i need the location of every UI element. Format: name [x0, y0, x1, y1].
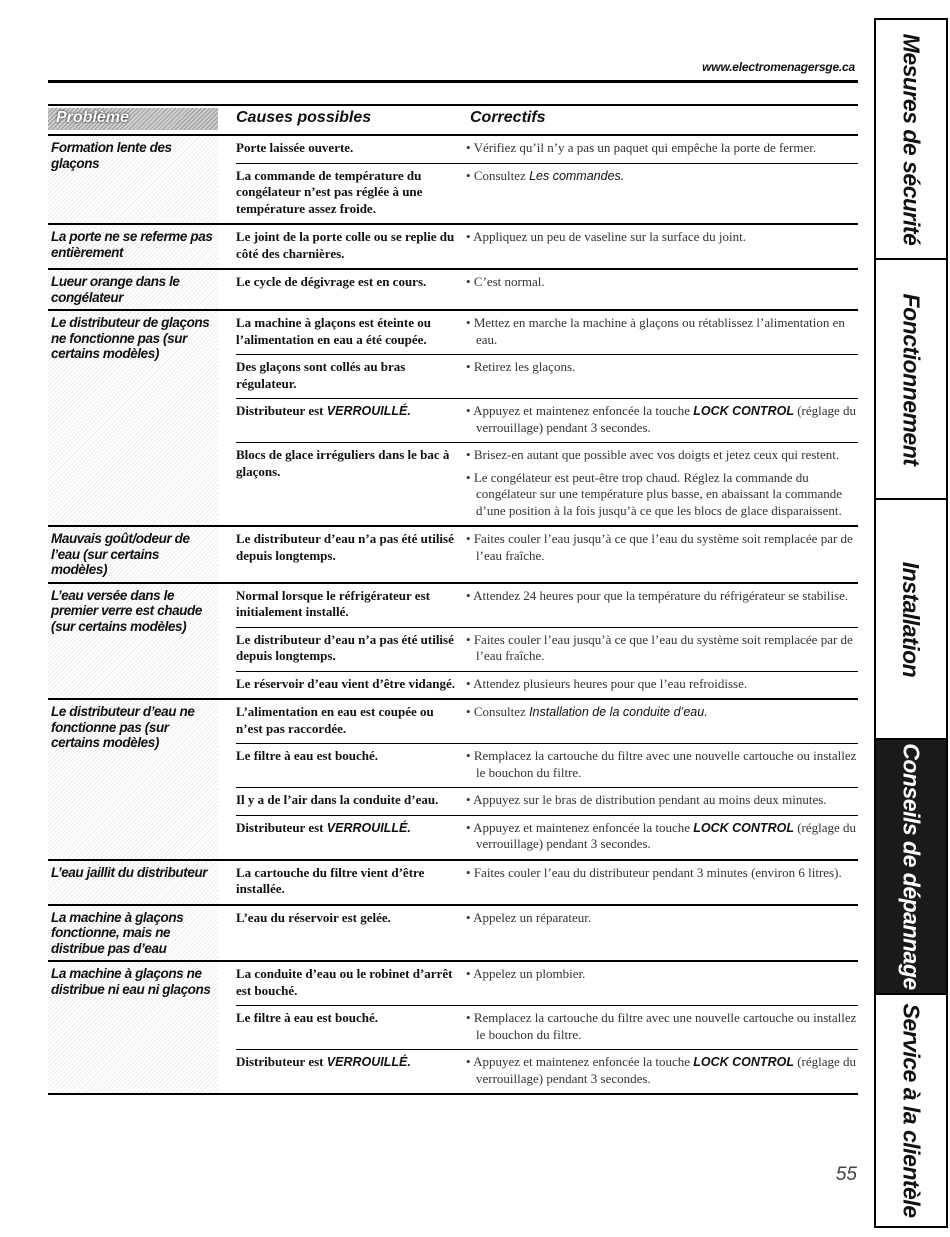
- cause-text: Distributeur est: [236, 403, 327, 418]
- fix-text: (réglage du verrouillage) pendant 3 secondes.: [476, 403, 857, 435]
- fix-item: • C’est normal.: [466, 274, 545, 289]
- table-row: [236, 788, 858, 816]
- fix-cell: [466, 632, 858, 665]
- cause-locked: VERROUILLÉ.: [326, 1055, 411, 1069]
- tab-label: Conseils de dépannage: [898, 743, 925, 990]
- fix-text: Appuyez et maintenez enfoncée la touche: [473, 1054, 694, 1069]
- troubleshooting-table: [48, 104, 858, 1095]
- table-header: [48, 104, 858, 136]
- problem-group: [48, 136, 858, 225]
- table-row: [236, 1006, 858, 1050]
- cause-rows: [218, 136, 858, 223]
- table-row: [236, 355, 858, 399]
- cause-cell: Normal lorsque le réfrigérateur est initialement installé.: [236, 587, 430, 619]
- table-row: [236, 906, 858, 933]
- fix-text: Consultez: [473, 704, 530, 719]
- fix-item: • Remplacez la cartouche du filtre avec une nouvelle cartouche ou installez le bouchon du filtre.: [466, 1010, 857, 1042]
- fix-reference: Les commandes.: [529, 168, 625, 183]
- cause-cell: La commande de température du congélateur n’est pas réglée à une température assez froide.: [236, 167, 423, 216]
- cause-cell: Blocs de glace irréguliers dans le bac à glaçons.: [236, 447, 450, 479]
- fix-item: • Remplacez la cartouche du filtre avec une nouvelle cartouche ou installez le bouchon du filtre.: [466, 748, 857, 780]
- table-row: [236, 443, 858, 525]
- table-row: [236, 744, 858, 788]
- problem-group: [48, 962, 858, 1095]
- problem-group: [48, 584, 858, 701]
- cause-cell: Le réservoir d’eau vient d’être vidangé.: [236, 675, 456, 691]
- fix-item: • Le congélateur est peut-être trop chaud. Réglez la commande du congélateur sur une température plus basse, en abaissant la commande d’une position à la fois jusqu’à ce que les blocs de glace disparaissent.: [466, 469, 843, 518]
- cause-rows: [218, 700, 858, 859]
- fix-cell: [466, 359, 858, 392]
- table-row: [236, 1050, 858, 1093]
- fix-text: Appelez un plombier.: [473, 966, 586, 981]
- cause-text: Distributeur est: [236, 1054, 327, 1069]
- table-body: [48, 136, 858, 1095]
- problem-label: Le distributeur de glaçons ne fonctionne pas (sur certains modèles): [48, 311, 218, 525]
- problem-group: [48, 906, 858, 963]
- cause-rows: [218, 225, 858, 268]
- fix-key: LOCK CONTROL: [693, 820, 794, 835]
- cause-rows: [218, 962, 858, 1093]
- table-row: [236, 164, 858, 224]
- cause-locked: VERROUILLÉ.: [326, 404, 411, 418]
- tab-4[interactable]: [876, 995, 946, 1226]
- fix-text: Brisez-en autant que possible avec vos doigts et jetez ceux qui restent.: [473, 447, 840, 462]
- fix-cell: [466, 792, 858, 809]
- fix-text: Appelez un réparateur.: [473, 909, 592, 925]
- table-row: [236, 311, 858, 355]
- fix-item: • Appliquez un peu de vaseline sur la surface du joint.: [466, 229, 747, 244]
- problem-label: La machine à glaçons fonctionne, mais ne distribue pas d’eau: [48, 906, 218, 961]
- cause-cell: Le joint de la porte colle ou se replie du côté des charnières.: [236, 229, 455, 261]
- cause-rows: [218, 270, 858, 309]
- problem-label: L’eau jaillit du distributeur: [48, 861, 218, 904]
- fix-cell: [466, 1010, 858, 1043]
- fix-text: Faites couler l’eau jusqu’à ce que l’eau du système soit remplacée par de l’eau fraîche.: [473, 531, 853, 563]
- fix-text: Appuyez et maintenez enfoncée la touche: [473, 403, 694, 418]
- cause-cell: Il y a de l’air dans la conduite d’eau.: [236, 792, 439, 807]
- fix-text: Remplacez la cartouche du filtre avec une nouvelle cartouche ou installez le bouchon du filtre.: [473, 748, 857, 780]
- cause-cell: Des glaçons sont collés au bras régulateur.: [236, 359, 406, 391]
- table-row: [236, 225, 858, 268]
- fix-key: LOCK CONTROL: [693, 1055, 794, 1069]
- fix-text: Le congélateur est peut-être trop chaud. Réglez la commande du congélateur sur une température plus basse, en abaissant la commande d’une position à la fois jusqu’à ce que les blocs de glace disparaissent.: [473, 469, 843, 518]
- cause-locked: VERROUILLÉ.: [326, 820, 411, 835]
- fix-item: • Brisez-en autant que possible avec vos doigts et jetez ceux qui restent.: [466, 447, 840, 462]
- cause-cell: L’alimentation en eau est coupée ou n’est pas raccordée.: [236, 704, 434, 736]
- table-row: [236, 584, 858, 628]
- tab-0[interactable]: [876, 20, 946, 260]
- fix-item: • Mettez en marche la machine à glaçons ou rétablissez l’alimentation en eau.: [466, 315, 845, 347]
- fix-cell: [466, 229, 858, 262]
- table-row: [236, 270, 858, 297]
- header-fixes: Correctifs: [470, 109, 546, 126]
- header-problem: Problème: [56, 109, 129, 126]
- cause-cell: [236, 403, 466, 436]
- cause-cell: La cartouche du filtre vient d’être installée.: [236, 864, 425, 896]
- cause-cell: [236, 1054, 466, 1087]
- website-url: www.electromenagersge.ca: [702, 60, 855, 74]
- fix-item: • Faites couler l’eau jusqu’à ce que l’eau du système soit remplacée par de l’eau fraîche.: [466, 531, 853, 563]
- problem-group: [48, 527, 858, 584]
- fix-cell: [466, 140, 858, 157]
- fix-item: • Appelez un réparateur.: [466, 909, 592, 925]
- problem-group: [48, 270, 858, 311]
- problem-label: Mauvais goût/odeur de l’eau (sur certains modèles): [48, 527, 218, 582]
- table-row: [236, 628, 858, 672]
- fix-text: Attendez plusieurs heures pour que l’eau refroidisse.: [473, 675, 748, 691]
- fix-cell: [466, 531, 858, 564]
- cause-cell: La conduite d’eau ou le robinet d’arrêt est bouché.: [236, 966, 453, 998]
- cause-cell: Le cycle de dégivrage est en cours.: [236, 274, 427, 289]
- fix-text: Appliquez un peu de vaseline sur la surface du joint.: [473, 229, 747, 244]
- tab-label: Service à la clientèle: [898, 1003, 925, 1218]
- cause-rows: [218, 584, 858, 699]
- cause-rows: [218, 311, 858, 525]
- fix-text: Retirez les glaçons.: [473, 359, 576, 374]
- fix-cell: [466, 865, 858, 898]
- problem-group: [48, 861, 858, 906]
- tab-label: Installation: [898, 561, 925, 677]
- header-causes: Causes possibles: [236, 109, 372, 126]
- fix-cell: [466, 403, 858, 436]
- tab-label: Fonctionnement: [898, 293, 925, 465]
- problem-label: Lueur orange dans le congélateur: [48, 270, 218, 309]
- fix-reference: Installation de la conduite d’eau.: [529, 705, 708, 719]
- fix-key: LOCK CONTROL: [693, 404, 794, 418]
- cause-cell: L’eau du réservoir est gelée.: [236, 909, 391, 925]
- fix-item: • Appelez un plombier.: [466, 966, 586, 981]
- fix-item: • Consultez Installation de la conduite d’eau.: [466, 704, 708, 719]
- cause-rows: [218, 906, 858, 961]
- fix-cell: [466, 315, 858, 348]
- fix-item: • Attendez 24 heures pour que la température du réfrigérateur se stabilise.: [466, 587, 849, 603]
- cause-text: Distributeur est: [236, 819, 327, 835]
- table-row: [236, 399, 858, 443]
- table-row: [236, 672, 858, 699]
- fix-cell: [466, 676, 858, 693]
- tab-3[interactable]: [876, 740, 946, 995]
- cause-cell: Le filtre à eau est bouché.: [236, 1010, 379, 1025]
- fix-text: Remplacez la cartouche du filtre avec une nouvelle cartouche ou installez le bouchon du filtre.: [473, 1010, 857, 1042]
- cause-cell: La machine à glaçons est éteinte ou l’alimentation en eau a été coupée.: [236, 315, 431, 347]
- section-tabs: [874, 18, 948, 1228]
- cause-cell: Le distributeur d’eau n’a pas été utilisé depuis longtemps.: [236, 631, 454, 663]
- problem-label: L’eau versée dans le premier verre est chaude (sur certains modèles): [48, 584, 218, 699]
- fix-item: • Appuyez et maintenez enfoncée la touche LOCK CONTROL (réglage du verrouillage) pendant 3 secondes.: [466, 1054, 857, 1086]
- fix-text: Vérifiez qu’il n’y a pas un paquet qui empêche la porte de fermer.: [473, 140, 817, 155]
- table-row: [236, 136, 858, 164]
- fix-item: • Faites couler l’eau jusqu’à ce que l’eau du système soit remplacée par de l’eau fraîche.: [466, 631, 853, 663]
- fix-text: (réglage du verrouillage) pendant 3 secondes.: [476, 819, 857, 851]
- cause-cell: [236, 820, 466, 853]
- fix-cell: [466, 588, 858, 621]
- problem-group: [48, 225, 858, 270]
- fix-cell: [466, 168, 858, 218]
- fix-text: Faites couler l’eau jusqu’à ce que l’eau du système soit remplacée par de l’eau fraîche.: [473, 631, 853, 663]
- fix-cell: [466, 447, 858, 519]
- top-rule: [48, 80, 858, 83]
- fix-item: • Faites couler l’eau du distributeur pendant 3 minutes (environ 6 litres).: [466, 864, 842, 880]
- fix-item: • Retirez les glaçons.: [466, 359, 576, 374]
- table-row: [236, 816, 858, 859]
- fix-item: • Appuyez et maintenez enfoncée la touche LOCK CONTROL (réglage du verrouillage) pendant 3 secondes.: [466, 819, 857, 851]
- fix-item: • Vérifiez qu’il n’y a pas un paquet qui empêche la porte de fermer.: [466, 140, 817, 155]
- tab-label: Mesures de sécurité: [898, 33, 925, 245]
- fix-cell: [466, 748, 858, 781]
- problem-label: La porte ne se referme pas entièrement: [48, 225, 218, 268]
- tab-1[interactable]: [876, 260, 946, 500]
- problem-group: [48, 311, 858, 527]
- cause-cell: Porte laissée ouverte.: [236, 140, 354, 155]
- fix-cell: [466, 966, 858, 999]
- fix-text: Appuyez et maintenez enfoncée la touche: [473, 819, 694, 835]
- table-row: [236, 700, 858, 744]
- fix-item: • Consultez Les commandes.: [466, 167, 625, 183]
- fix-text: (réglage du verrouillage) pendant 3 secondes.: [476, 1054, 857, 1086]
- tab-2[interactable]: [876, 500, 946, 740]
- fix-text: Appuyez sur le bras de distribution pendant au moins deux minutes.: [473, 792, 827, 807]
- fix-cell: [466, 704, 858, 737]
- fix-cell: [466, 274, 858, 291]
- table-row: [236, 861, 858, 904]
- fix-text: Faites couler l’eau du distributeur pendant 3 minutes (environ 6 litres).: [473, 864, 842, 880]
- page-number: 55: [835, 1164, 857, 1185]
- header-problem-cell: [48, 108, 218, 130]
- fix-cell: [466, 910, 858, 927]
- fix-item: • Appuyez et maintenez enfoncée la touche LOCK CONTROL (réglage du verrouillage) pendant 3 secondes.: [466, 403, 857, 435]
- table-row: [236, 962, 858, 1006]
- problem-label: Le distributeur d’eau ne fonctionne pas (sur certains modèles): [48, 700, 218, 859]
- fix-item: • Attendez plusieurs heures pour que l’eau refroidisse.: [466, 675, 748, 691]
- fix-cell: [466, 1054, 858, 1087]
- fix-text: Consultez: [473, 167, 530, 183]
- fix-text: Attendez 24 heures pour que la température du réfrigérateur se stabilise.: [473, 587, 849, 603]
- problem-label: Formation lente des glaçons: [48, 136, 218, 223]
- cause-cell: Le distributeur d’eau n’a pas été utilisé depuis longtemps.: [236, 531, 454, 563]
- cause-rows: [218, 527, 858, 582]
- fix-text: C’est normal.: [473, 274, 545, 289]
- fix-item: • Appuyez sur le bras de distribution pendant au moins deux minutes.: [466, 792, 827, 807]
- fix-text: Mettez en marche la machine à glaçons ou rétablissez l’alimentation en eau.: [473, 315, 845, 347]
- cause-cell: Le filtre à eau est bouché.: [236, 748, 379, 763]
- table-row: [236, 527, 858, 570]
- fix-cell: [466, 820, 858, 853]
- problem-group: [48, 700, 858, 861]
- cause-rows: [218, 861, 858, 904]
- problem-label: La machine à glaçons ne distribue ni eau ni glaçons: [48, 962, 218, 1093]
